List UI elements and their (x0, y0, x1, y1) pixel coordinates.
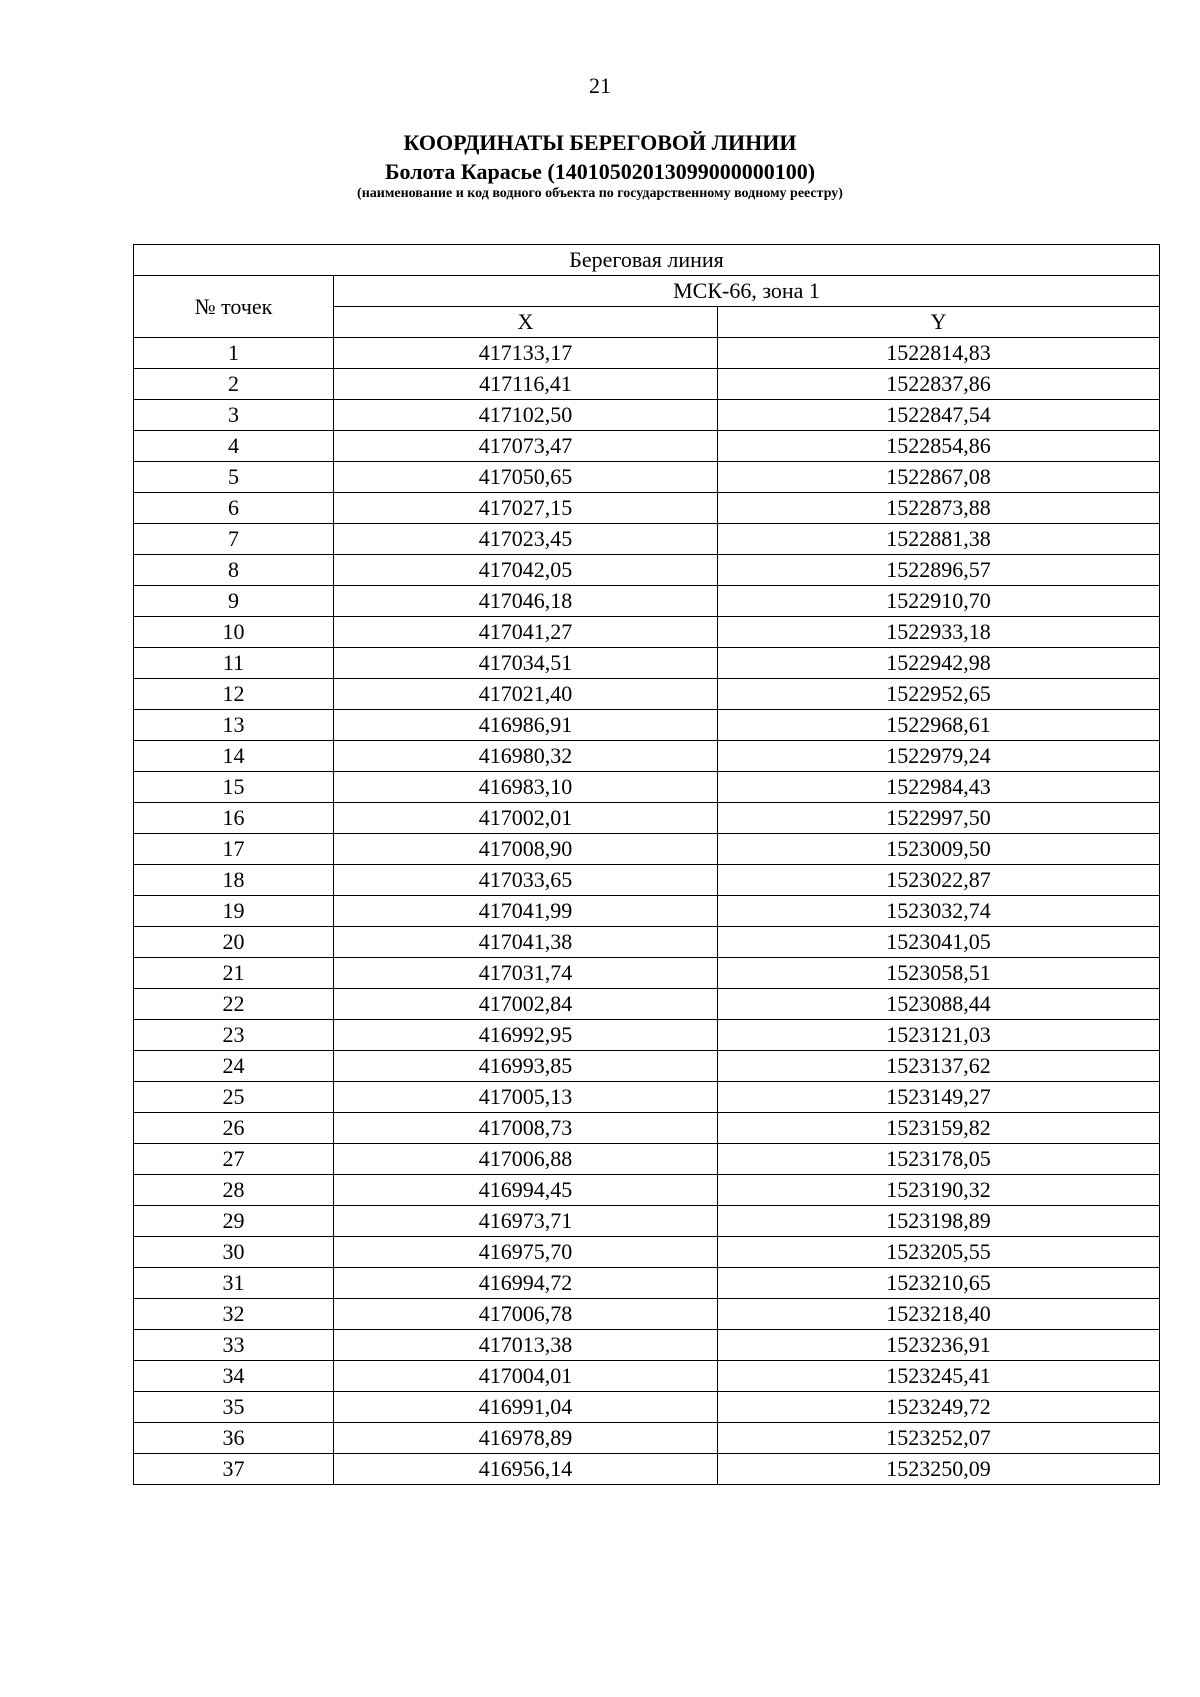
table-row (134, 896, 1160, 927)
y-value: 1522854,86 (718, 431, 1160, 462)
x-value: 417023,45 (334, 524, 718, 555)
table-row (134, 1454, 1160, 1485)
point-number: 24 (134, 1051, 334, 1082)
table-header (134, 245, 1160, 338)
y-value: 1523032,74 (718, 896, 1160, 927)
point-number: 17 (134, 834, 334, 865)
shoreline-header: Береговая линия (134, 245, 1160, 276)
y-value: 1523009,50 (718, 834, 1160, 865)
y-value: 1523210,65 (718, 1268, 1160, 1299)
x-column-header: X (334, 307, 718, 338)
point-number: 28 (134, 1175, 334, 1206)
water-object-caption: (наименование и код водного объекта по государственному водному реестру) (357, 186, 843, 201)
y-value: 1522867,08 (718, 462, 1160, 493)
point-number: 1 (134, 338, 334, 369)
table-row (134, 586, 1160, 617)
y-value: 1523149,27 (718, 1082, 1160, 1113)
x-value: 417133,17 (334, 338, 718, 369)
point-number: 33 (134, 1330, 334, 1361)
y-value: 1522814,83 (718, 338, 1160, 369)
y-value: 1523252,07 (718, 1423, 1160, 1454)
table-row (134, 555, 1160, 586)
table-row (134, 1299, 1160, 1330)
x-value: 417050,65 (334, 462, 718, 493)
point-number: 30 (134, 1237, 334, 1268)
point-number: 8 (134, 555, 334, 586)
y-value: 1523088,44 (718, 989, 1160, 1020)
point-number: 6 (134, 493, 334, 524)
table-row (134, 524, 1160, 555)
coordinates-table (133, 244, 1160, 1485)
table-row (134, 462, 1160, 493)
point-number: 15 (134, 772, 334, 803)
coordinate-system-header: МСК-66, зона 1 (334, 276, 1160, 307)
x-value: 417013,38 (334, 1330, 718, 1361)
point-number: 21 (134, 958, 334, 989)
y-value: 1523205,55 (718, 1237, 1160, 1268)
table-row (134, 679, 1160, 710)
x-value: 416980,32 (334, 741, 718, 772)
x-value: 416991,04 (334, 1392, 718, 1423)
point-number: 19 (134, 896, 334, 927)
x-value: 416978,89 (334, 1423, 718, 1454)
y-value: 1523236,91 (718, 1330, 1160, 1361)
x-value: 417041,27 (334, 617, 718, 648)
y-value: 1522997,50 (718, 803, 1160, 834)
point-number: 12 (134, 679, 334, 710)
table-row (134, 1392, 1160, 1423)
x-value: 416956,14 (334, 1454, 718, 1485)
table-row (134, 1361, 1160, 1392)
x-value: 417005,13 (334, 1082, 718, 1113)
table-row (134, 772, 1160, 803)
table-row (134, 1082, 1160, 1113)
x-value: 417021,40 (334, 679, 718, 710)
point-number: 29 (134, 1206, 334, 1237)
point-number: 9 (134, 586, 334, 617)
point-number: 27 (134, 1144, 334, 1175)
y-value: 1522873,88 (718, 493, 1160, 524)
table-row (134, 1144, 1160, 1175)
y-value: 1523190,32 (718, 1175, 1160, 1206)
x-value: 417042,05 (334, 555, 718, 586)
table-row (134, 369, 1160, 400)
y-value: 1523178,05 (718, 1144, 1160, 1175)
x-value: 417006,78 (334, 1299, 718, 1330)
x-value: 417041,38 (334, 927, 718, 958)
point-number: 23 (134, 1020, 334, 1051)
water-object-name: Болота Карасье (14010502013099000000100) (384, 159, 816, 184)
y-value: 1522933,18 (718, 617, 1160, 648)
x-value: 416975,70 (334, 1237, 718, 1268)
document-title: КООРДИНАТЫ БЕРЕГОВОЙ ЛИНИИ (403, 130, 797, 155)
x-value: 417034,51 (334, 648, 718, 679)
point-number: 31 (134, 1268, 334, 1299)
point-number: 10 (134, 617, 334, 648)
y-value: 1522837,86 (718, 369, 1160, 400)
table-row (134, 1020, 1160, 1051)
y-value: 1522952,65 (718, 679, 1160, 710)
x-value: 417008,73 (334, 1113, 718, 1144)
y-value: 1523137,62 (718, 1051, 1160, 1082)
table-row (134, 1113, 1160, 1144)
y-value: 1522968,61 (718, 710, 1160, 741)
x-value: 416973,71 (334, 1206, 718, 1237)
table-row (134, 1237, 1160, 1268)
table-row (134, 1330, 1160, 1361)
y-value: 1522881,38 (718, 524, 1160, 555)
x-value: 416994,72 (334, 1268, 718, 1299)
x-value: 417041,99 (334, 896, 718, 927)
point-number: 18 (134, 865, 334, 896)
table-row (134, 648, 1160, 679)
table-row (134, 1175, 1160, 1206)
point-number: 16 (134, 803, 334, 834)
y-value: 1522847,54 (718, 400, 1160, 431)
table-row (134, 927, 1160, 958)
point-number: 13 (134, 710, 334, 741)
y-value: 1523250,09 (718, 1454, 1160, 1485)
table-row (134, 865, 1160, 896)
point-number: 20 (134, 927, 334, 958)
y-value: 1522979,24 (718, 741, 1160, 772)
y-value: 1523041,05 (718, 927, 1160, 958)
x-value: 417004,01 (334, 1361, 718, 1392)
y-value: 1523198,89 (718, 1206, 1160, 1237)
point-number: 7 (134, 524, 334, 555)
point-number: 11 (134, 648, 334, 679)
x-value: 417002,01 (334, 803, 718, 834)
table-row (134, 710, 1160, 741)
table-row (134, 1206, 1160, 1237)
point-number: 14 (134, 741, 334, 772)
point-number: 5 (134, 462, 334, 493)
point-number: 32 (134, 1299, 334, 1330)
point-number: 2 (134, 369, 334, 400)
y-value: 1523249,72 (718, 1392, 1160, 1423)
y-column-header: Y (718, 307, 1160, 338)
x-value: 417006,88 (334, 1144, 718, 1175)
x-value: 417073,47 (334, 431, 718, 462)
x-value: 417008,90 (334, 834, 718, 865)
point-number: 36 (134, 1423, 334, 1454)
table-row (134, 958, 1160, 989)
points-header: № точек (134, 276, 334, 338)
x-value: 416983,10 (334, 772, 718, 803)
table-body (134, 338, 1160, 1485)
y-value: 1523058,51 (718, 958, 1160, 989)
table-row (134, 1051, 1160, 1082)
table-row (134, 400, 1160, 431)
y-value: 1523159,82 (718, 1113, 1160, 1144)
y-value: 1523218,40 (718, 1299, 1160, 1330)
x-value: 417116,41 (334, 369, 718, 400)
point-number: 26 (134, 1113, 334, 1144)
y-value: 1523121,03 (718, 1020, 1160, 1051)
x-value: 417033,65 (334, 865, 718, 896)
x-value: 416986,91 (334, 710, 718, 741)
point-number: 4 (134, 431, 334, 462)
table-row (134, 989, 1160, 1020)
x-value: 416992,95 (334, 1020, 718, 1051)
table-row (134, 338, 1160, 369)
table-row (134, 834, 1160, 865)
point-number: 37 (134, 1454, 334, 1485)
table-row (134, 617, 1160, 648)
y-value: 1522910,70 (718, 586, 1160, 617)
x-value: 417046,18 (334, 586, 718, 617)
y-value: 1523245,41 (718, 1361, 1160, 1392)
point-number: 34 (134, 1361, 334, 1392)
x-value: 417102,50 (334, 400, 718, 431)
table-row (134, 1268, 1160, 1299)
x-value: 417031,74 (334, 958, 718, 989)
x-value: 417027,15 (334, 493, 718, 524)
y-value: 1522984,43 (718, 772, 1160, 803)
point-number: 22 (134, 989, 334, 1020)
x-value: 417002,84 (334, 989, 718, 1020)
table-row (134, 431, 1160, 462)
x-value: 416994,45 (334, 1175, 718, 1206)
page-number: 21 (589, 73, 611, 98)
point-number: 3 (134, 400, 334, 431)
y-value: 1522942,98 (718, 648, 1160, 679)
y-value: 1523022,87 (718, 865, 1160, 896)
table-row (134, 741, 1160, 772)
point-number: 25 (134, 1082, 334, 1113)
table-row (134, 1423, 1160, 1454)
table-row (134, 493, 1160, 524)
y-value: 1522896,57 (718, 555, 1160, 586)
x-value: 416993,85 (334, 1051, 718, 1082)
point-number: 35 (134, 1392, 334, 1423)
table-row (134, 803, 1160, 834)
